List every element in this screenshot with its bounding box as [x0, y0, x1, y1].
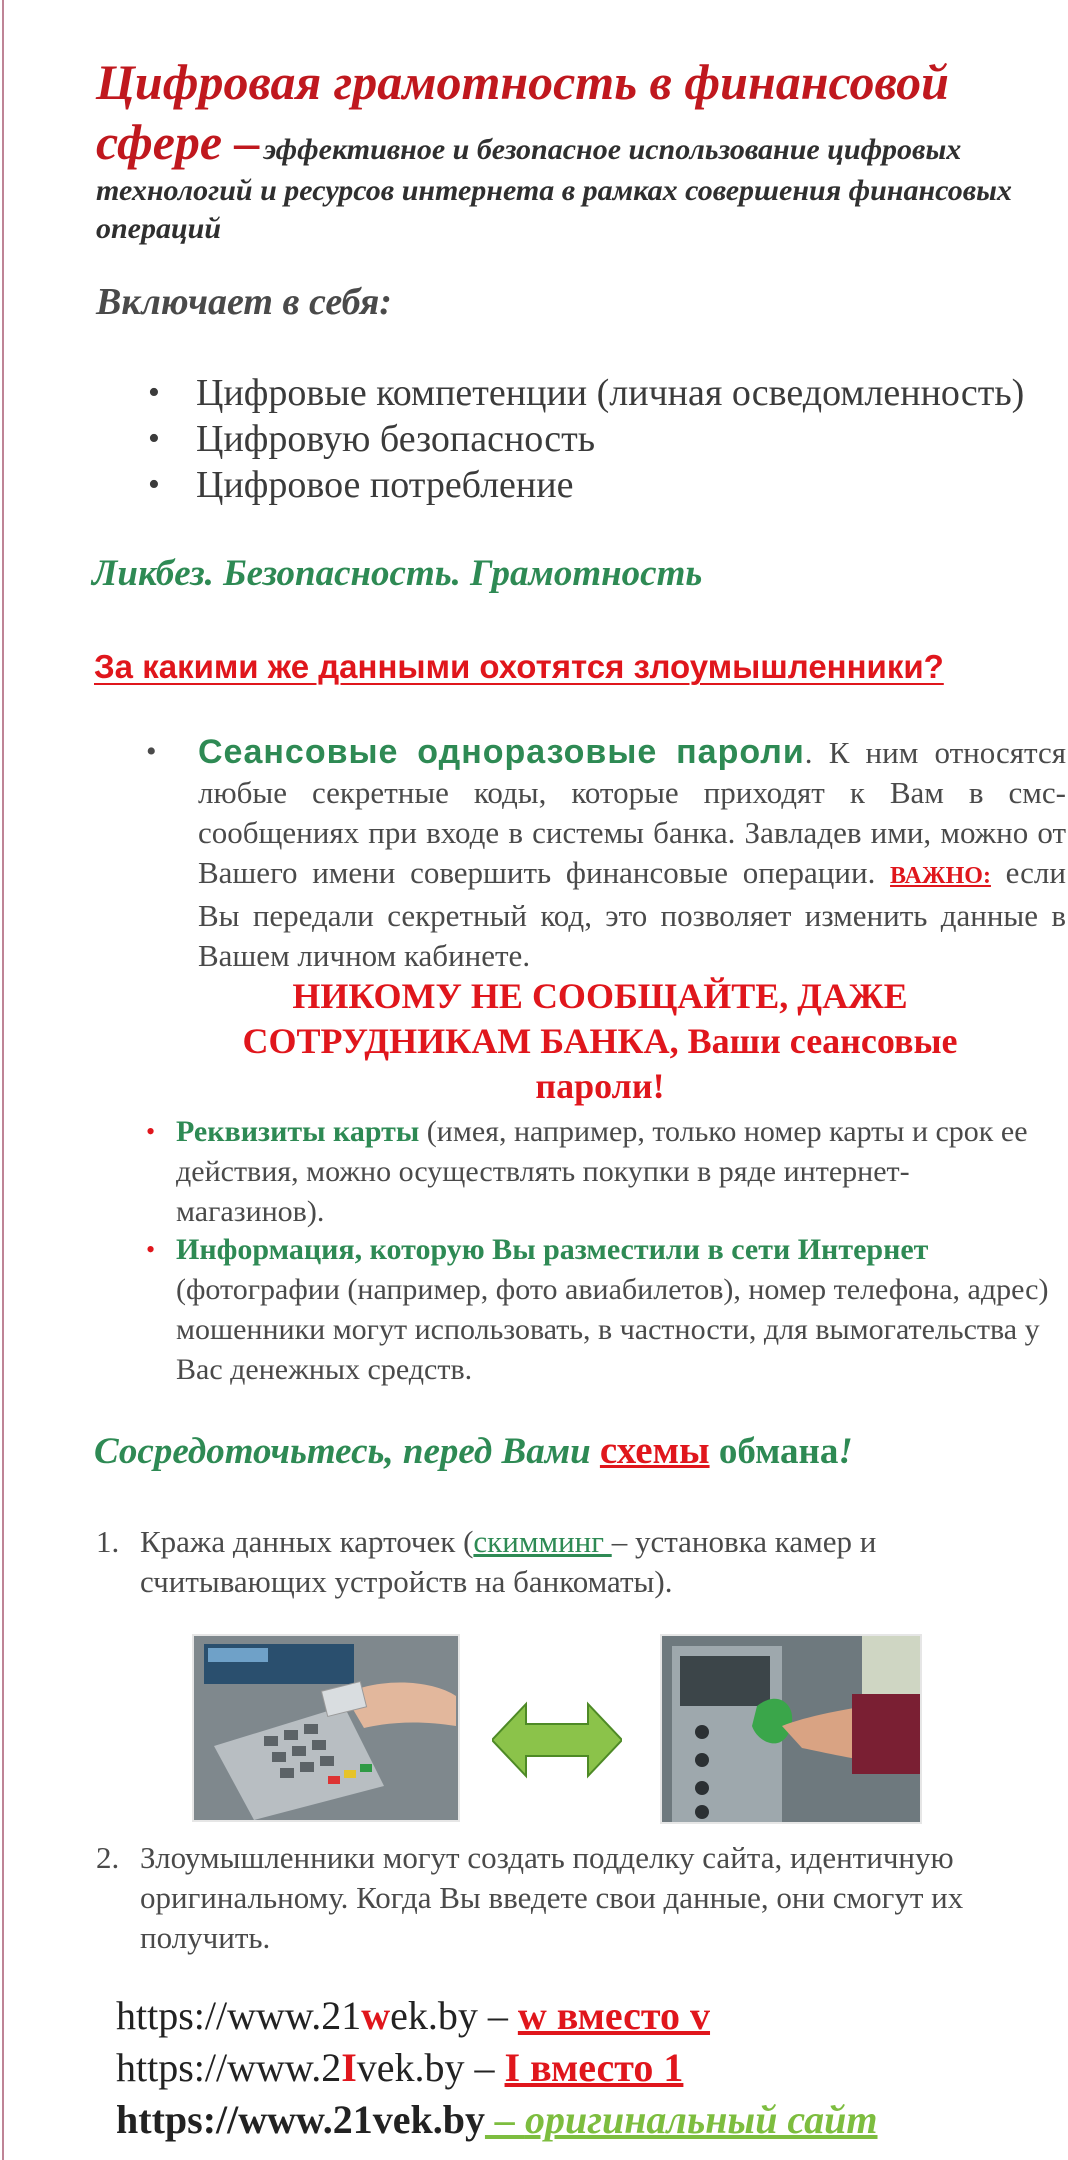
session-passwords-item — [146, 732, 1066, 976]
important-text: если Вы передали секретный код, это позволяет изменить данные в Вашем личном кабинете. — [198, 855, 1066, 973]
title-definition-3: операций — [96, 212, 222, 245]
internet-info-heading: Информация, которую Вы разместили в сети Интернет — [176, 1233, 929, 1266]
schemes-highlight: схемы — [599, 1429, 710, 1472]
internet-info-text: (фотографии (например, фото авиабилетов), номер телефона, адрес) мошенники могут использовать, в частности, для вымогательства у Вас денежных средств. — [176, 1273, 1049, 1386]
original-url: https://www.21vek.by – оригинальный сайт — [116, 2097, 878, 2142]
session-passwords-text: . К ним относятся любые секретные коды, которые приходят к Вам в смс-сообщениях при входе в системы банка. Завладев ими, можно от Вашего имени совершить финансовые операции. — [198, 735, 1066, 890]
title-definition-1: эффективное и безопасное использование цифровых — [263, 133, 962, 166]
title-definition-2: технологий и ресурсов интернета в рамках совершения финансовых — [96, 174, 1012, 207]
red-bullet-icon: • — [146, 1117, 156, 1146]
scheme-2: 2. Злоумышленники могут создать подделку сайта, идентичную оригинальному. Когда Вы введете свои данные, они смогут их получить. — [96, 1840, 964, 1955]
bullet-icon: • — [146, 735, 157, 768]
internet-info-item — [146, 1230, 1056, 1390]
url-note: w вместо v — [517, 1993, 711, 2038]
url-examples — [116, 1990, 878, 2146]
url-note: I вместо 1 — [504, 2045, 684, 2090]
list-item: • Цифровые компетенции (личная осведомленность) — [148, 372, 1025, 414]
title-main-part2: сфере – — [96, 114, 260, 170]
scheme-number: 2. — [96, 1840, 120, 1875]
likbez-heading: Ликбез. Безопасность. Грамотность — [92, 553, 703, 594]
includes-list — [140, 370, 1024, 508]
scheme-number: 1. — [96, 1524, 120, 1559]
atm-keypad-photo — [192, 1634, 460, 1822]
warning-block — [150, 974, 1050, 1109]
bullet-icon: • — [148, 420, 160, 457]
card-details-heading: Реквизиты карты — [176, 1115, 420, 1148]
double-arrow-icon — [492, 1700, 622, 1780]
page-title: Цифровая грамотность в финансовой — [96, 54, 949, 110]
atm-card-slot-photo — [660, 1634, 922, 1824]
list-item: • Цифровое потребление — [148, 464, 574, 506]
url-note: оригинальный сайт — [524, 2097, 878, 2142]
title-block — [96, 52, 1056, 248]
bullet-icon: • — [148, 374, 160, 411]
schemes-heading: Сосредоточьтесь, перед Вами схемы обмана! — [94, 1429, 853, 1472]
session-passwords-heading: Сеансовые одноразовые пароли — [198, 733, 805, 771]
fake-url-2: https://www.2Ivek.by – I вместо 1 — [116, 2045, 684, 2090]
warning-line: СОТРУДНИКАМ БАНКА, Ваши сеансовые — [242, 1021, 958, 1061]
scheme-1: 1. Кража данных карточек (скимминг – установка камер и считывающих устройств на банкоматы). — [96, 1524, 877, 1599]
fake-url-1: https://www.21wek.by – w вместо v — [116, 1993, 711, 2038]
includes-heading: Включает в себя: — [96, 281, 392, 323]
skimming-link[interactable]: скимминг — [473, 1524, 612, 1559]
warning-line: НИКОМУ НЕ СООБЩАЙТЕ, ДАЖЕ — [292, 976, 908, 1016]
bullet-icon: • — [148, 466, 160, 503]
list-item: • Цифровую безопасность — [148, 418, 596, 460]
title-line2 — [96, 112, 1056, 172]
warning-line: пароли! — [535, 1066, 665, 1106]
card-details-text: (имея, например, только номер карты и срок ее действия, можно осуществлять покупки в ряде интернет-магазинов). — [176, 1115, 1028, 1228]
question-heading: За какими же данными охотятся злоумышленники? — [94, 648, 944, 685]
important-label: ВАЖНО: — [890, 863, 991, 889]
card-details-item — [146, 1112, 1056, 1232]
red-bullet-icon: • — [146, 1235, 156, 1264]
left-edge-divider — [2, 0, 4, 2160]
